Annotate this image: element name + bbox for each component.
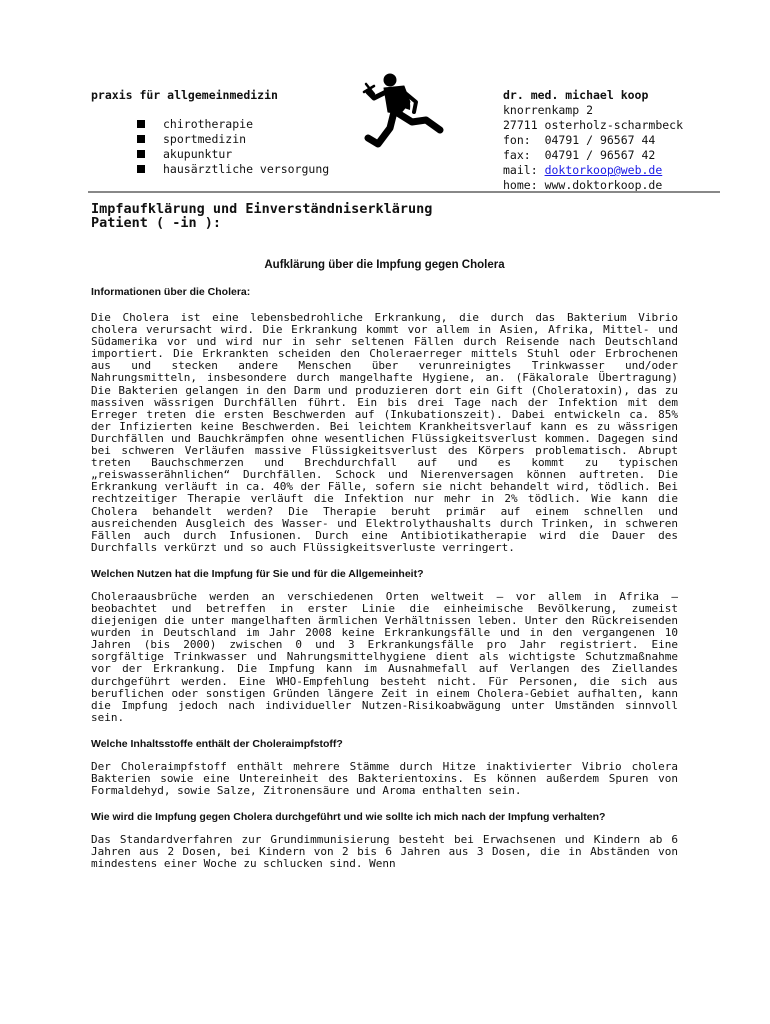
section-heading: Welchen Nutzen hat die Impfung für Sie und für die Allgemeinheit?: [91, 567, 424, 580]
phone-number: 04791 / 96567 44: [544, 133, 656, 147]
service-item: [137, 147, 329, 162]
section-paragraph: Der Choleraimpfstoff enthält mehrere Stämme durch Hitze inaktivierter Vibrio cholera Bakterien sowie eine Untereinheit des Bakterientoxins. Es können außerdem Spuren von Formaldehyd, sowie Salze, Zitronensäure und Aroma enthalten sein.: [91, 759, 678, 798]
section-paragraph: Choleraausbrüche werden an verschiedenen Orten weltweit – vor allem in Afrika – beobachtet und betreffen in erster Linie die einheimische Bevölkerung, zumeist diejenigen die unter mangelhaften ärmlichen Verhältnissen leben. Unter den Rückreisenden wurden in Deutschland im Jahr 2008 keine Erkrankungsfälle und in den vergangenen 10 Jahren (bis 2000) zwischen 0 und 3 Erkrankungsfälle pro Jahr registriert. Eine sorgfältige Trinkwasser und Nahrungsmittelhygiene dient als wichtigste Schutzmaßnahme vor der Erkrankung. Die Impfung kann im Ausnahmefall auf Verlangen des Ziellandes durchgeführt werden. Eine WHO-Empfehlung besteht nicht. Für Personen, die sich aus beruflichen oder sonstigen Gründen längere Zeit in einem Cholera-Gebiet aufhalten, kann die Impfung jedoch nach individueller Nutzen-Risikoabwägung unter Umständen sinnvoll sein.: [91, 589, 678, 724]
service-item: [137, 117, 329, 132]
bullet-icon: [137, 135, 145, 143]
document-title: [91, 202, 678, 230]
fax-number: 04791 / 96567 42: [544, 148, 656, 162]
letterhead: [0, 0, 770, 195]
practice-name: praxis für allgemeinmedizin: [91, 88, 278, 102]
contact-block: [503, 88, 683, 193]
title-line: Impfaufklärung und Einverständniserklärung: [91, 201, 433, 217]
service-label: hausärztliche versorgung: [163, 162, 330, 176]
fax-label: fax:: [503, 148, 531, 162]
service-label: sportmedizin: [163, 132, 247, 146]
mail-link[interactable]: doktorkoop@web.de: [544, 163, 663, 177]
services-list: [137, 117, 329, 177]
header-divider: [88, 191, 720, 193]
mail-label: mail:: [503, 163, 538, 177]
section-title: Aufklärung über die Impfung gegen Cholera: [264, 259, 505, 271]
service-item: [137, 132, 329, 147]
section-heading: Welche Inhaltsstoffe enthält der Choleraimpfstoff?: [91, 737, 343, 750]
section-heading: Informationen über die Cholera:: [91, 286, 251, 298]
fax-row: [503, 148, 683, 163]
mail-row: [503, 163, 683, 178]
section-paragraph: Das Standardverfahren zur Grundimmunisierung besteht bei Erwachsenen und Kindern ab 6 Jahren aus 2 Dosen, bei Kindern von 2 bis 6 Jahren aus 3 Dosen, die in Abständen von mindestens einer Woche zu schlucken sind. Wenn: [91, 833, 678, 871]
running-doctor-logo-icon: [360, 72, 444, 156]
bullet-icon: [137, 165, 145, 173]
patient-line: Patient ( -in ):: [91, 215, 222, 231]
street-address: knorrenkamp 2: [503, 103, 594, 117]
section-paragraph: Die Cholera ist eine lebensbedrohliche Erkrankung, die durch das Bakterium Vibrio cholera verursacht wird. Die Erkrankung kommt vor allem in Asien, Afrika, Mittel- und Südamerika vor und wird nur in sehr seltenen Fällen durch Reisende nach Deutschland importiert. Die Erkrankten scheiden den Choleraerreger mittels Stuhl oder Erbrochenen aus und stecken andere Menschen über verunreinigtes Trinkwasser und/oder Nahrungsmitteln, insbesondere durch mangelhafte Hygiene, an. (Fäkalorale Übertragung) Die Bakterien gelangen in den Darm und produzieren dort ein Gift (Choleratoxin), das zu massiven wässrigen Durchfällen führt. Ein bis drei Tage nach der Infektion mit dem Erreger treten die ersten Beschwerden auf (Inkubationszeit). Dabei entwickeln ca. 85% der Infizierten keine Beschwerden. Bei leichtem Krankheitsverlauf kann es zu wässrigen Durchfällen und Bauchkrämpfen ohne wesentlichen Flüssigkeitsverlust kommen. Dagegen sind bei schweren Verläufen massive Flüssigkeitsverlust des Körpers problematisch. Abrupt treten Bauchschmerzen und Brechdurchfall auf und es kommt zu typischen „reiswasserähnlichen“ Durchfällen. Schock und Nierenversagen können auftreten. Die Erkrankung verläuft in ca. 40% der Fälle, sofern sie nicht behandelt wird, tödlich. Bei rechtzeitiger Therapie verläuft die Infektion nur mehr in 2% tödlich. Wie kann die Cholera behandelt werden? Die Therapie beruht primär auf einem schnellen und ausreichenden Ausgleich des Wasser- und Elektrolythaushalts durch Trinken, in schweren Fällen auch durch Infusionen. Durch eine Antibiotikatherapie wird die Dauer des Durchfalls verkürzt und so auch Flüssigkeitsverluste verringert.: [91, 311, 678, 554]
phone-row: [503, 133, 683, 148]
home-label: home:: [503, 178, 538, 192]
document-body: [91, 202, 678, 870]
home-url: www.doktorkoop.de: [544, 178, 663, 192]
service-label: chirotherapie: [163, 117, 254, 131]
service-label: akupunktur: [163, 147, 233, 161]
doctor-name: dr. med. michael koop: [503, 88, 649, 102]
bullet-icon: [137, 120, 145, 128]
city-address: 27711 osterholz-scharmbeck: [503, 118, 684, 132]
section-heading: Wie wird die Impfung gegen Cholera durchgeführt und wie sollte ich mich nach der Impfung verhalten?: [91, 811, 606, 824]
bullet-icon: [137, 150, 145, 158]
phone-label: fon:: [503, 133, 531, 147]
service-item: [137, 162, 329, 177]
